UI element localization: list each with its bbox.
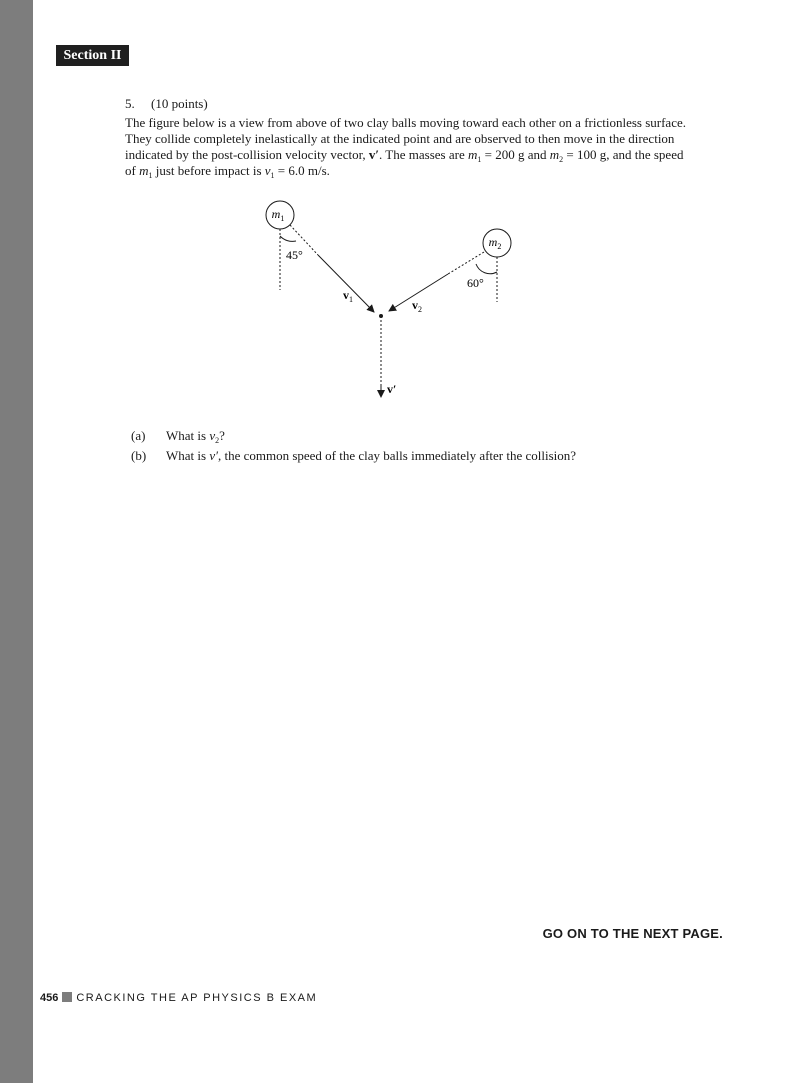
angle-1-arc [280,236,296,241]
v1-arrow [318,255,374,312]
page-footer [40,992,317,1004]
angle-2-label: 60° [467,276,484,290]
ball-1-label: $m_1$ [271,207,285,223]
question-number: 5. [125,96,135,111]
question-line-2: They collide completely inelastically at the indicated point and are observed to then move in the direction [125,131,675,146]
question-line-3: indicated by the post-collision velocity vector, v′. The masses are $m_1 = 200$ g and $m_2 = 100$ g, and the speed [125,147,684,164]
vprime-label: v′ [387,382,397,396]
v2-label: $v_2$ [412,298,422,314]
v1-label: $v_1$ [343,288,353,304]
collision-point [379,314,383,318]
footer-square-icon [62,992,72,1002]
ball-2-path-dashed [448,252,484,274]
subquestion-b: (b) What is v′, the common speed of the clay balls immediately after the collision? [131,448,577,463]
question-line-1: The figure below is a view from above of two clay balls moving toward each other on a frictionless surface. [125,115,686,130]
angle-1-label: 45° [286,248,303,262]
go-on-notice: GO ON TO THE NEXT PAGE. [542,926,723,941]
ball-2-label: $m_2$ [488,235,502,251]
subquestion-a: (a) What is $v_2$? [131,428,225,445]
vprime-vector: v′ [368,147,380,162]
page-number: 456 [40,992,59,1004]
subquestion-b-label: (b) [131,448,147,463]
book-title: CRACKING THE AP PHYSICS B EXAM [76,992,318,1004]
angle-2-arc [476,264,497,274]
question-line-4: of $m_1$ just before impact is $v_1 = 6.0$ m/s. [125,163,330,180]
subquestion-a-label: (a) [131,428,146,443]
section-tag: Section II [56,45,129,66]
question-points: (10 points) [151,96,208,111]
